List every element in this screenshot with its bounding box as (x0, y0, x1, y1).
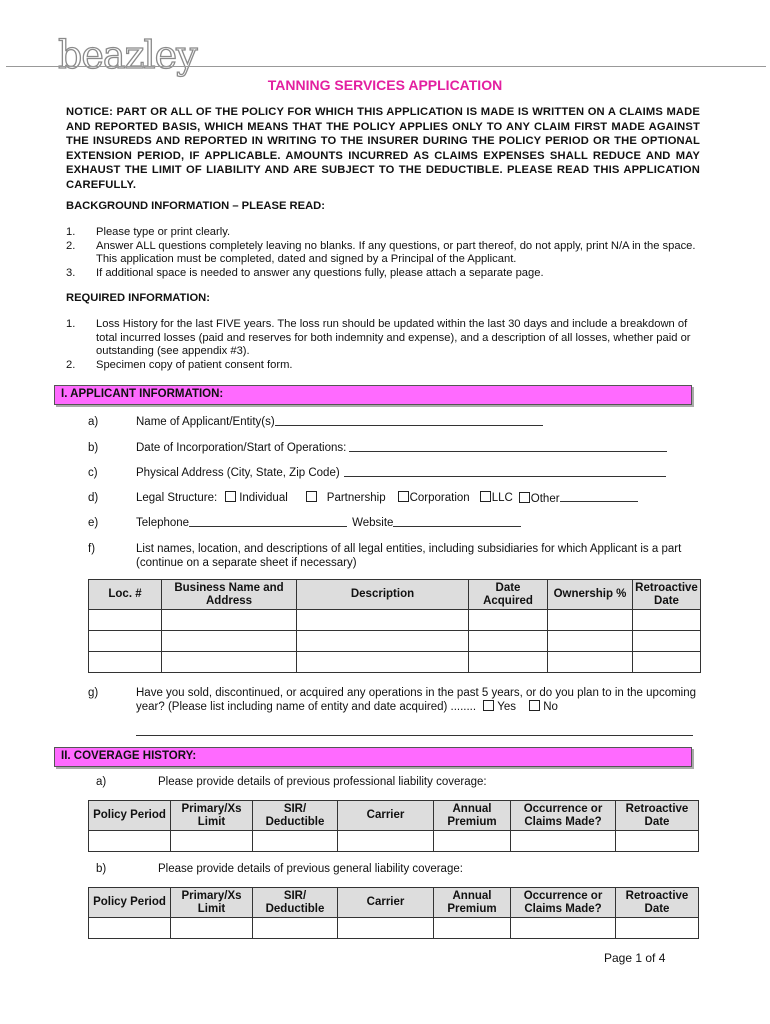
telephone-field[interactable] (189, 516, 347, 527)
column-header: SIR/ Deductible (253, 801, 338, 831)
physical-address-field[interactable] (344, 466, 666, 477)
required-list (66, 318, 696, 372)
form-title: TANNING SERVICES APPLICATION (267, 77, 503, 93)
table-cell[interactable] (548, 610, 633, 631)
table-cell[interactable] (162, 631, 297, 652)
operations-yes-checkbox[interactable] (483, 700, 494, 711)
table-cell[interactable] (616, 918, 699, 939)
column-header: Retroactive Date (633, 580, 701, 610)
table-cell[interactable] (162, 652, 297, 673)
professional-liability-table (88, 800, 699, 852)
column-header: Carrier (338, 888, 434, 918)
list-item: 1. Loss History for the last FIVE years. The loss run should be updated within the last 30 days and include a breakdown of total incurred losses (paid and reserves for both indemnity and expense), and a description of all losses, whether paid or outstanding (see appendix #3). (66, 318, 691, 357)
table-cell[interactable] (434, 831, 511, 852)
website-field[interactable] (393, 516, 521, 527)
table-cell[interactable] (338, 831, 434, 852)
question-a: a) Name of Applicant/Entity(s) (88, 415, 708, 429)
list-item: 2. Answer ALL questions completely leaving no blanks. If any questions, or part thereof, do not apply, print N/A in the space. This application must be completed, dated and signed by a Principal of the Applicant. (66, 239, 696, 265)
table-header-row (89, 801, 699, 831)
table-cell[interactable] (469, 631, 548, 652)
list-item: 1. Please type or print clearly. (66, 226, 231, 238)
table-cell[interactable] (297, 652, 469, 673)
table-cell[interactable] (297, 610, 469, 631)
table-cell[interactable] (548, 652, 633, 673)
column-header: Business Name and Address (162, 580, 297, 610)
table-cell[interactable] (469, 652, 548, 673)
corporation-checkbox[interactable] (398, 491, 409, 502)
table-cell[interactable] (297, 631, 469, 652)
table-cell[interactable] (89, 831, 171, 852)
column-header: Retroactive Date (616, 888, 699, 918)
notice-paragraph: NOTICE: PART OR ALL OF THE POLICY FOR WHICH THIS APPLICATION IS MADE IS WRITTEN ON A CLAIMS MADE AND REPORTED BASIS, WHICH MEANS THAT THE POLICY APPLIES ONLY TO ANY CLAIM FIRST MADE AGAINST THE INSUREDS AND REPORTED IN WRITING TO THE INSURER DURING THE POLICY PERIOD OR THE OPTIONAL EXTENSION PERIOD, IF APPLICABLE. AMOUNTS INCURRED AS CLAIMS EXPENSES SHALL REDUCE AND MAY EXHAUST THE LIMIT OF LIABILITY AND ARE SUBJECT TO THE DEDUCTIBLE. PLEASE READ THIS APPLICATION CAREFULLY. (66, 106, 700, 191)
legal-entities-table (88, 579, 701, 673)
table-row (89, 610, 701, 631)
column-header: SIR/ Deductible (253, 888, 338, 918)
page-number: Page 1 of 4 (604, 951, 666, 965)
table-cell[interactable] (633, 631, 701, 652)
column-header: Description (297, 580, 469, 610)
list-item: 2. Specimen copy of patient consent form. (66, 358, 293, 371)
question-label: b) (96, 863, 107, 875)
question-f: f) List names, location, and descriptions of all legal entities, including subsidiaries for which Applicant is a part (continue on a separate sheet if necessary) (88, 543, 682, 569)
column-header: Annual Premium (434, 801, 511, 831)
column-header: Carrier (338, 801, 434, 831)
table-cell[interactable] (89, 610, 162, 631)
column-header: Primary/Xs Limit (171, 801, 253, 831)
column-header: Loc. # (89, 580, 162, 610)
table-header-row (89, 580, 701, 610)
column-header: Retroactive Date (616, 801, 699, 831)
table-cell[interactable] (89, 631, 162, 652)
column-header: Annual Premium (434, 888, 511, 918)
section-coverage-history: II. COVERAGE HISTORY: (54, 747, 692, 767)
llc-checkbox[interactable] (480, 491, 491, 502)
table-cell[interactable] (548, 631, 633, 652)
question-d: d) Legal Structure: Individual Partnership Corporation LLC Other (88, 491, 708, 506)
table-cell[interactable] (633, 652, 701, 673)
background-heading: BACKGROUND INFORMATION – PLEASE READ: (66, 200, 325, 212)
other-checkbox[interactable] (519, 492, 530, 503)
operations-no-checkbox[interactable] (529, 700, 540, 711)
section-applicant-information: I. APPLICANT INFORMATION: (54, 385, 692, 405)
question-c: c) Physical Address (City, State, Zip Code) (88, 466, 708, 480)
table-cell[interactable] (253, 918, 338, 939)
column-header: Occurrence or Claims Made? (511, 888, 616, 918)
column-header: Ownership % (548, 580, 633, 610)
column-header: Policy Period (89, 888, 171, 918)
question-text: Please provide details of previous professional liability coverage: (158, 776, 487, 788)
incorporation-date-field[interactable] (349, 441, 667, 452)
table-cell[interactable] (253, 831, 338, 852)
question-text: Please provide details of previous general liability coverage: (158, 863, 463, 875)
question-b: b) Date of Incorporation/Start of Operations: (88, 441, 708, 455)
list-item: 3. If additional space is needed to answer any questions fully, please attach a separate page. (66, 266, 544, 279)
partnership-checkbox[interactable] (306, 491, 317, 502)
table-row (89, 652, 701, 673)
question-label: a) (96, 776, 107, 788)
table-header-row (89, 888, 699, 918)
column-header: Occurrence or Claims Made? (511, 801, 616, 831)
table-cell[interactable] (616, 831, 699, 852)
operations-details-field[interactable] (136, 725, 693, 736)
table-cell[interactable] (434, 918, 511, 939)
required-heading: REQUIRED INFORMATION: (66, 292, 210, 304)
column-header: Primary/Xs Limit (171, 888, 253, 918)
table-cell[interactable] (469, 610, 548, 631)
general-liability-table (88, 887, 699, 939)
table-row (89, 918, 699, 939)
table-row (89, 831, 699, 852)
table-cell[interactable] (338, 918, 434, 939)
question-g: g) Have you sold, discontinued, or acquired any operations in the past 5 years, or do you plan to in the upcoming year? (Please list including name of entity and date acquired) ........ Yes No (88, 687, 697, 713)
question-e: e) Telephone Website (88, 516, 708, 530)
other-structure-field[interactable] (560, 491, 638, 502)
column-header: Policy Period (89, 801, 171, 831)
header-rule (6, 66, 766, 67)
table-cell[interactable] (171, 831, 253, 852)
table-cell[interactable] (89, 918, 171, 939)
applicant-name-field[interactable] (275, 415, 543, 426)
table-cell[interactable] (89, 652, 162, 673)
individual-checkbox[interactable] (225, 491, 236, 502)
table-cell[interactable] (171, 918, 253, 939)
beazley-logo: beazley (58, 33, 197, 77)
background-list (66, 226, 702, 280)
table-cell[interactable] (162, 610, 297, 631)
table-row (89, 631, 701, 652)
column-header: Date Acquired (469, 580, 548, 610)
table-cell[interactable] (511, 831, 616, 852)
table-cell[interactable] (633, 610, 701, 631)
table-cell[interactable] (511, 918, 616, 939)
